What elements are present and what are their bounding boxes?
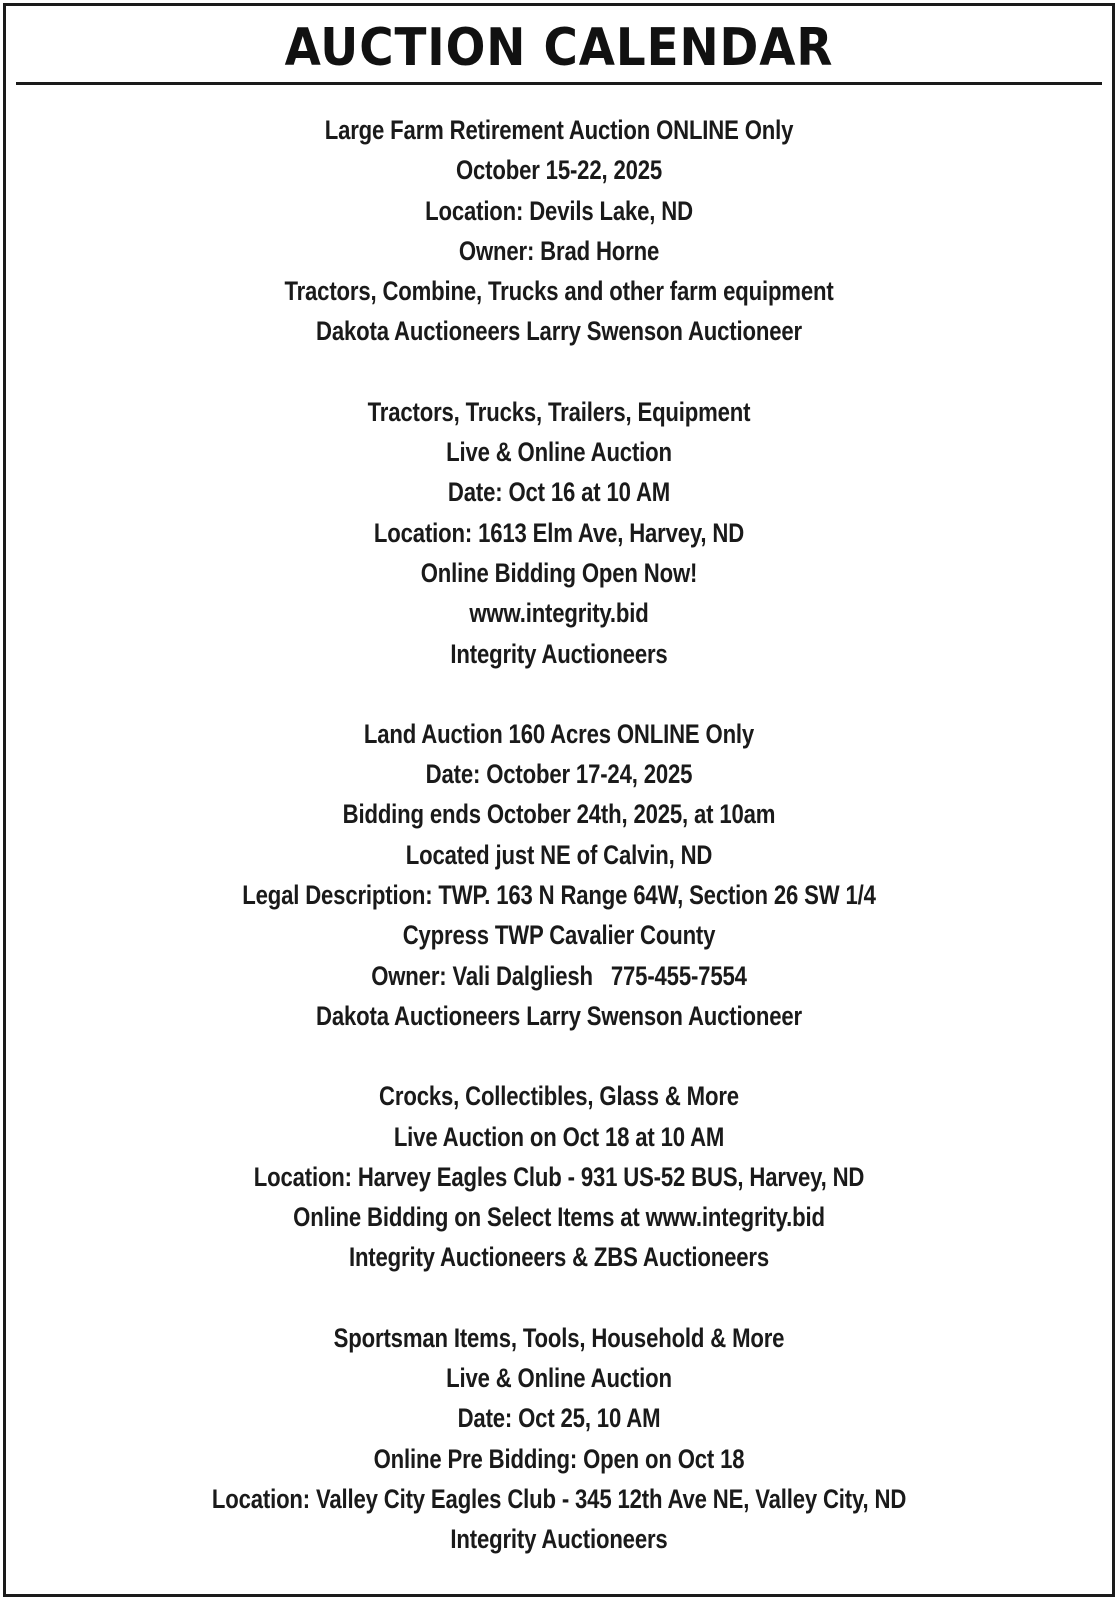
auction-listing: [6, 1076, 1112, 1277]
header: [6, 6, 1112, 84]
auction-listing: [6, 110, 1112, 352]
ad-frame: [3, 3, 1115, 1597]
listing-date: Live Auction on Oct 18 at 10 AM: [393, 1121, 725, 1152]
auction-listing: [6, 1318, 1112, 1560]
listing-type: Live & Online Auction: [446, 437, 672, 468]
listing-county: Cypress TWP Cavalier County: [402, 920, 716, 951]
listing-bidding-note: Online Bidding Open Now!: [420, 557, 698, 588]
listing-auctioneer: Integrity Auctioneers & ZBS Auctioneers: [348, 1242, 770, 1273]
auction-listing: [6, 392, 1112, 674]
listing-bidding-note: Online Bidding on Select Items at www.integrity.bid: [293, 1202, 825, 1233]
listing-title: Tractors, Trucks, Trailers, Equipment: [367, 396, 751, 427]
listing-legal-description: Legal Description: TWP. 163 N Range 64W, Section 26 SW 1/4: [242, 880, 876, 911]
title-divider: [16, 82, 1102, 85]
listing-date: Date: Oct 16 at 10 AM: [447, 477, 671, 508]
listing-title: Sportsman Items, Tools, Household & More: [333, 1322, 785, 1353]
listing-location: Location: Valley City Eagles Club - 345 12th Ave NE, Valley City, ND: [211, 1483, 907, 1514]
listing-owner: Owner: Vali Dalgliesh 775-455-7554: [371, 960, 747, 991]
listing-auctioneer: Integrity Auctioneers: [450, 1524, 668, 1555]
listing-description: Tractors, Combine, Trucks and other farm equipment: [284, 276, 834, 307]
listing-location: Located just NE of Calvin, ND: [405, 839, 713, 870]
listing-date: October 15-22, 2025: [455, 155, 663, 186]
listing-title: Crocks, Collectibles, Glass & More: [379, 1081, 739, 1112]
auction-listings: [6, 110, 1112, 1600]
listing-date: Date: October 17-24, 2025: [425, 759, 693, 790]
listing-owner: Owner: Brad Horne: [458, 235, 660, 266]
listing-type: Live & Online Auction: [446, 1363, 672, 1394]
listing-auctioneer: Dakota Auctioneers Larry Swenson Auctioneer: [316, 316, 802, 347]
page-title: AUCTION CALENDAR: [284, 18, 834, 78]
listing-location: Location: Harvey Eagles Club - 931 US-52 BUS, Harvey, ND: [253, 1161, 865, 1192]
listing-auctioneer: Integrity Auctioneers: [450, 638, 668, 669]
listing-bidding-note: Bidding ends October 24th, 2025, at 10am: [342, 799, 776, 830]
listing-location: Location: Devils Lake, ND: [425, 195, 693, 226]
listing-bidding-note: Online Pre Bidding: Open on Oct 18: [373, 1443, 745, 1474]
listing-website: www.integrity.bid: [469, 598, 649, 629]
listing-date: Date: Oct 25, 10 AM: [457, 1403, 661, 1434]
listing-title: Land Auction 160 Acres ONLINE Only: [363, 718, 755, 749]
listing-title: Large Farm Retirement Auction ONLINE Only: [324, 115, 794, 145]
listing-location: Location: 1613 Elm Ave, Harvey, ND: [373, 517, 745, 548]
auction-listing: [6, 714, 1112, 1036]
listing-auctioneer: Dakota Auctioneers Larry Swenson Auctioneer: [316, 1000, 802, 1031]
